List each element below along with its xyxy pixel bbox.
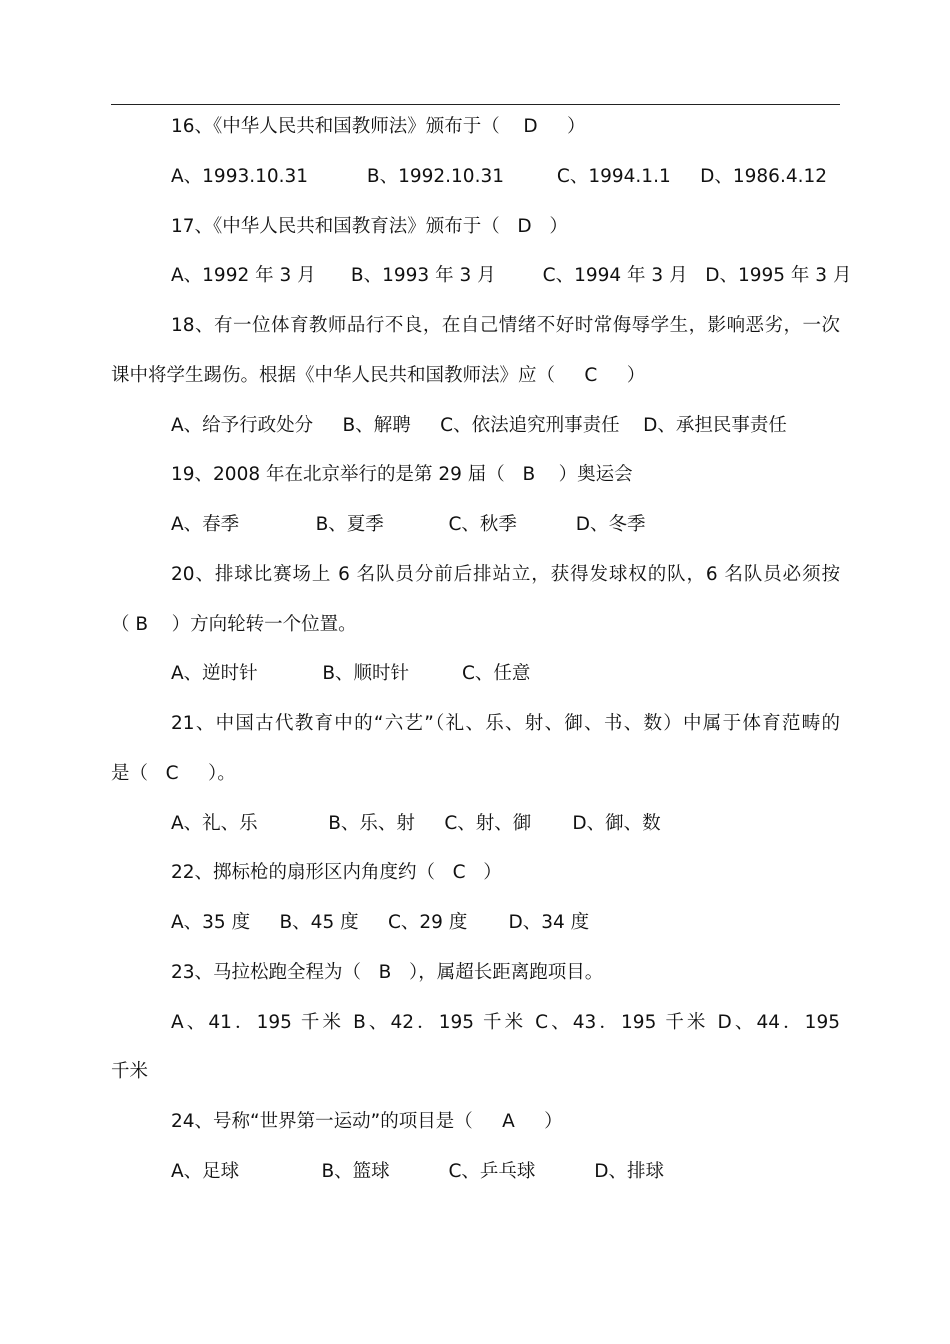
header-rule [111,104,840,105]
options-23-line-1: A、41．195 千米 B、42．195 千米 C、43．195 千米 D、44．195 [171,1012,840,1033]
question-19: 19、2008 年在北京举行的是第 29 届（ B ）奥运会 [171,464,633,485]
options-19: A、春季 B、夏季 C、秋季 D、冬季 [171,514,646,535]
options-16: A、1993.10.31 B、1992.10.31 C、1994.1.1 D、1986.4.12 [171,166,828,187]
options-24: A、足球 B、篮球 C、乒乓球 D、排球 [171,1161,664,1182]
question-20-line-1: 20、排球比赛场上 6 名队员分前后排站立，获得发球权的队，6 名队员必须按 [171,564,840,585]
options-22: A、35 度 B、45 度 C、29 度 D、34 度 [171,912,590,933]
options-17: A、1992 年 3 月 B、1993 年 3 月 C、1994 年 3 月 D、1995 年 3 月 [171,265,852,286]
question-21-line-2: 是（ C ）。 [111,763,236,784]
question-24: 24、号称“世界第一运动”的项目是（ A ） [171,1111,563,1132]
question-18-line-2: 课中将学生踢伤。根据《中华人民共和国教师法》应（ C ） [111,365,646,386]
question-22: 22、掷标枪的扇形区内角度约（ C ） [171,862,502,883]
question-16: 16、《中华人民共和国教师法》颁布于（ D ） [171,116,586,137]
options-20: A、逆时针 B、顺时针 C、任意 [171,663,531,684]
question-20-line-2: （ B ）方向轮转一个位置。 [111,614,357,635]
question-18-line-1: 18、有一位体育教师品行不良，在自己情绪不好时常侮辱学生，影响恶劣，一次 [171,315,840,336]
question-17: 17、《中华人民共和国教育法》颁布于（ D ） [171,216,568,237]
question-23: 23、马拉松跑全程为（ B ），属超长距离跑项目。 [171,962,604,983]
options-23-line-2: 千米 [111,1061,149,1082]
question-21-line-1: 21、中国古代教育中的“六艺”（礼、乐、射、御、书、数）中属于体育范畴的 [171,713,840,734]
options-18: A、给予行政处分 B、解聘 C、依法追究刑事责任 D、承担民事责任 [171,415,787,436]
options-21: A、礼、乐 B、乐、射 C、射、御 D、御、数 [171,813,661,834]
